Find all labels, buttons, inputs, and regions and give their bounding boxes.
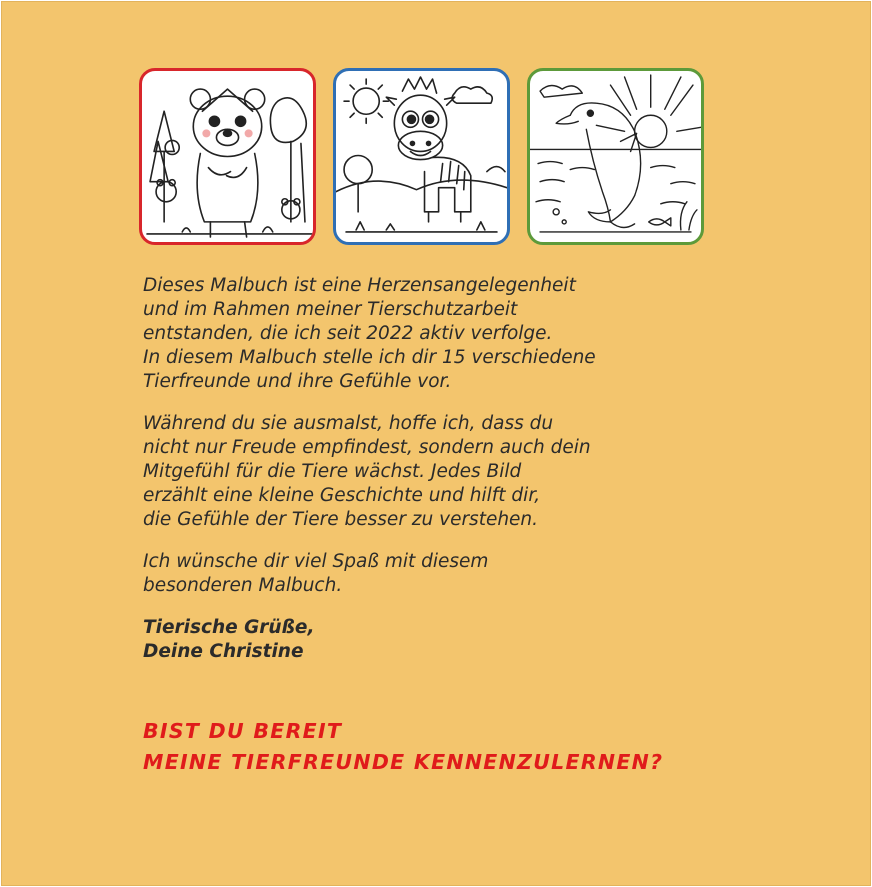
middle-line: die Gefühle der Tiere besser zu verstehen.	[143, 509, 539, 530]
zebra-coloring-thumbnail	[333, 68, 510, 245]
middle-line: Mitgefühl für die Tiere wächst. Jedes Bild	[143, 461, 522, 482]
middle-paragraph	[143, 412, 783, 532]
intro-line: Tierfreunde und ihre Gefühle vor.	[143, 371, 452, 392]
book-page	[1, 1, 871, 886]
intro-line: und im Rahmen meiner Tierschutzarbeit	[143, 299, 518, 320]
wish-line: Ich wünsche dir viel Spaß mit diesem	[143, 551, 489, 572]
intro-text-block	[143, 274, 783, 682]
bear-coloring-thumbnail	[139, 68, 316, 245]
intro-paragraph	[143, 274, 783, 394]
cta-line: BIST DU BEREIT	[143, 719, 343, 743]
bear-illustration	[142, 71, 313, 242]
wish-line: besonderen Malbuch.	[143, 575, 343, 596]
intro-line: Dieses Malbuch ist eine Herzensangelegenheit	[143, 275, 576, 296]
zebra-illustration	[336, 71, 507, 242]
greeting-line: Deine Christine	[143, 641, 304, 662]
intro-line: entstanden, die ich seit 2022 aktiv verfolge.	[143, 323, 553, 344]
call-to-action-heading	[143, 716, 663, 778]
greeting-signature	[143, 616, 783, 664]
middle-line: Während du sie ausmalst, hoffe ich, dass du	[143, 413, 554, 434]
greeting-line: Tierische Grüße,	[143, 617, 315, 638]
cta-line: MEINE TIERFREUNDE KENNENZULERNEN?	[143, 750, 664, 774]
intro-line: In diesem Malbuch stelle ich dir 15 verschiedene	[143, 347, 596, 368]
dolphin-illustration	[530, 71, 701, 242]
dolphin-coloring-thumbnail	[527, 68, 704, 245]
middle-line: erzählt eine kleine Geschichte und hilft dir,	[143, 485, 541, 506]
middle-line: nicht nur Freude empfindest, sondern auch dein	[143, 437, 591, 458]
wish-paragraph	[143, 550, 783, 598]
